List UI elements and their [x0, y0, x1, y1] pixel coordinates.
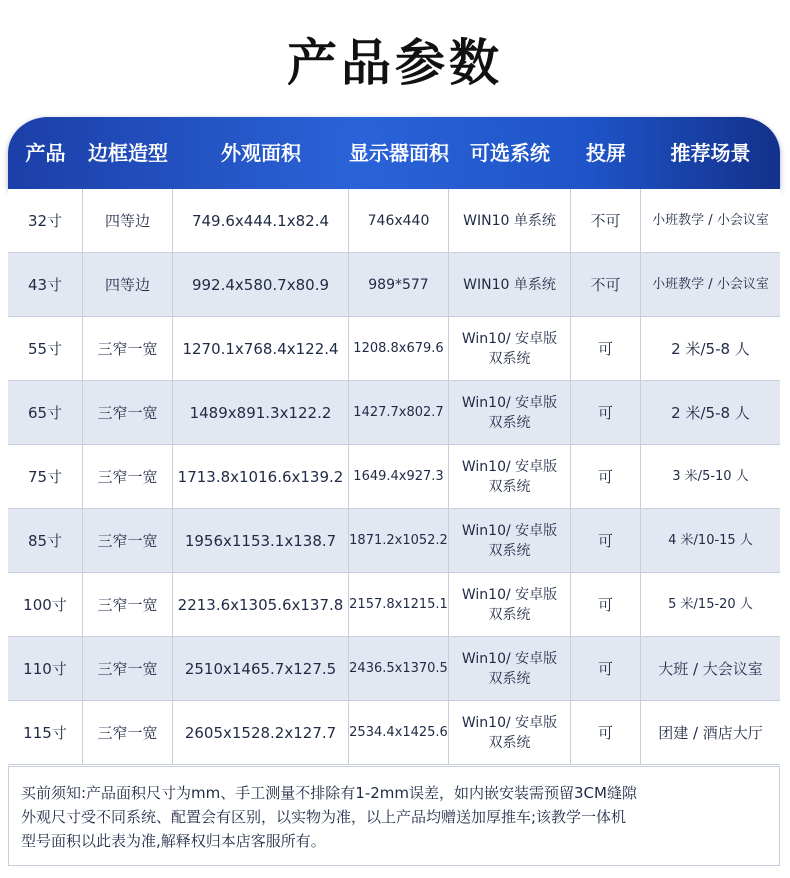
- cell-frame: 四等边: [83, 189, 173, 253]
- system-line: WIN10 单系统: [463, 277, 556, 293]
- table-row: [8, 381, 780, 445]
- system-line: 双系统: [488, 479, 531, 495]
- cell-frame: 四等边: [83, 253, 173, 317]
- cell-display-size: 989*577: [349, 253, 449, 317]
- cell-frame: 三窄一宽: [83, 445, 173, 509]
- system-line: Win10/ 安卓版: [461, 459, 558, 475]
- system-line: 双系统: [488, 735, 531, 751]
- system-line: Win10/ 安卓版: [461, 587, 558, 603]
- cell-size: 115寸: [8, 701, 83, 765]
- cell-size: 32寸: [8, 189, 83, 253]
- cell-cast: 可: [571, 445, 641, 509]
- table-row: [8, 701, 780, 765]
- cell-system: [449, 445, 571, 509]
- cell-scene: 小班教学 / 小会议室: [652, 277, 769, 292]
- system-line: Win10/ 安卓版: [461, 715, 558, 731]
- cell-scene: 大班 / 大会议室: [658, 660, 763, 678]
- cell-system: [449, 381, 571, 445]
- cell-outer-size: 1270.1x768.4x122.4: [173, 317, 349, 381]
- cell-display-size: 1427.7x802.7: [349, 381, 449, 445]
- cell-system: [449, 317, 571, 381]
- header-scene: 推荐场景: [670, 141, 751, 165]
- cell-display-size: 2436.5x1370.5: [349, 637, 449, 701]
- table-row: [8, 445, 780, 509]
- cell-cast: 可: [571, 573, 641, 637]
- cell-outer-size: 2510x1465.7x127.5: [173, 637, 349, 701]
- table-row: [8, 509, 780, 573]
- cell-outer-size: 992.4x580.7x80.9: [173, 253, 349, 317]
- header-system: 可选系统: [470, 141, 550, 165]
- cell-display-size: 1871.2x1052.2: [349, 509, 449, 573]
- header-display-size: 显示器面积: [349, 141, 449, 165]
- cell-scene: 2 米/5-8 人: [671, 340, 750, 358]
- cell-scene: 团建 / 酒店大厅: [658, 724, 763, 742]
- cell-size: 110寸: [8, 637, 83, 701]
- cell-size: 55寸: [8, 317, 83, 381]
- page-title: 产品参数: [287, 34, 503, 92]
- cell-system: [449, 253, 571, 317]
- cell-system: [449, 573, 571, 637]
- cell-size: 65寸: [8, 381, 83, 445]
- system-line: 双系统: [488, 415, 531, 431]
- cell-frame: 三窄一宽: [83, 573, 173, 637]
- cell-cast: 可: [571, 509, 641, 573]
- cell-frame: 三窄一宽: [83, 509, 173, 573]
- header-product: 产品: [25, 141, 66, 165]
- system-line: Win10/ 安卓版: [461, 331, 558, 347]
- note-line: 外观尺寸受不同系统、配置会有区别，以实物为准，以上产品均赠送加厚推车;该教学一体机: [21, 808, 627, 826]
- cell-size: 85寸: [8, 509, 83, 573]
- system-line: WIN10 单系统: [463, 213, 556, 229]
- cell-frame: 三窄一宽: [83, 381, 173, 445]
- system-line: 双系统: [488, 351, 531, 367]
- system-line: 双系统: [488, 671, 531, 687]
- note-line: 型号面积以此表为准,解释权归本店客服所有。: [21, 832, 326, 850]
- cell-system: [449, 637, 571, 701]
- cell-outer-size: 749.6x444.1x82.4: [173, 189, 349, 253]
- table-row: [8, 317, 780, 381]
- cell-outer-size: 2213.6x1305.6x137.8: [173, 573, 349, 637]
- cell-size: 100寸: [8, 573, 83, 637]
- cell-frame: 三窄一宽: [83, 317, 173, 381]
- system-line: 双系统: [488, 543, 531, 559]
- cell-frame: 三窄一宽: [83, 701, 173, 765]
- cell-size: 43寸: [8, 253, 83, 317]
- table-row: [8, 573, 780, 637]
- cell-outer-size: 1489x891.3x122.2: [173, 381, 349, 445]
- note-line: 买前须知:产品面积尺寸为mm、手工测量不排除有1-2mm误差，如内嵌安装需预留3CM缝隙: [21, 784, 637, 802]
- table-row: [8, 189, 780, 253]
- cell-outer-size: 1956x1153.1x138.7: [173, 509, 349, 573]
- cell-scene: 4 米/10-15 人: [668, 533, 753, 548]
- cell-system: [449, 701, 571, 765]
- cell-scene: 2 米/5-8 人: [671, 404, 750, 422]
- table-header: [8, 117, 780, 189]
- purchase-notes: [8, 766, 780, 866]
- cell-cast: 可: [571, 701, 641, 765]
- system-line: Win10/ 安卓版: [461, 651, 558, 667]
- cell-scene: 5 米/15-20 人: [668, 597, 753, 612]
- cell-outer-size: 2605x1528.2x127.7: [173, 701, 349, 765]
- table-row: [8, 253, 780, 317]
- cell-frame: 三窄一宽: [83, 637, 173, 701]
- cell-scene: 小班教学 / 小会议室: [652, 213, 769, 228]
- system-line: Win10/ 安卓版: [461, 523, 558, 539]
- cell-cast: 可: [571, 381, 641, 445]
- cell-size: 75寸: [8, 445, 83, 509]
- cell-cast: 可: [571, 317, 641, 381]
- header-outer-size: 外观面积: [221, 141, 301, 165]
- header-cast: 投屏: [586, 141, 626, 165]
- cell-display-size: 1208.8x679.6: [349, 317, 449, 381]
- cell-display-size: 2534.4x1425.6: [349, 701, 449, 765]
- table-row: [8, 637, 780, 701]
- cell-display-size: 2157.8x1215.1: [349, 573, 449, 637]
- cell-system: [449, 509, 571, 573]
- cell-display-size: 1649.4x927.3: [349, 445, 449, 509]
- system-line: 双系统: [488, 607, 531, 623]
- cell-display-size: 746x440: [349, 189, 449, 253]
- header-frame: 边框造型: [88, 141, 168, 165]
- cell-scene: 3 米/5-10 人: [672, 469, 749, 484]
- cell-outer-size: 1713.8x1016.6x139.2: [173, 445, 349, 509]
- system-line: Win10/ 安卓版: [461, 395, 558, 411]
- cell-cast: 不可: [571, 253, 641, 317]
- cell-cast: 不可: [571, 189, 641, 253]
- cell-system: [449, 189, 571, 253]
- cell-cast: 可: [571, 637, 641, 701]
